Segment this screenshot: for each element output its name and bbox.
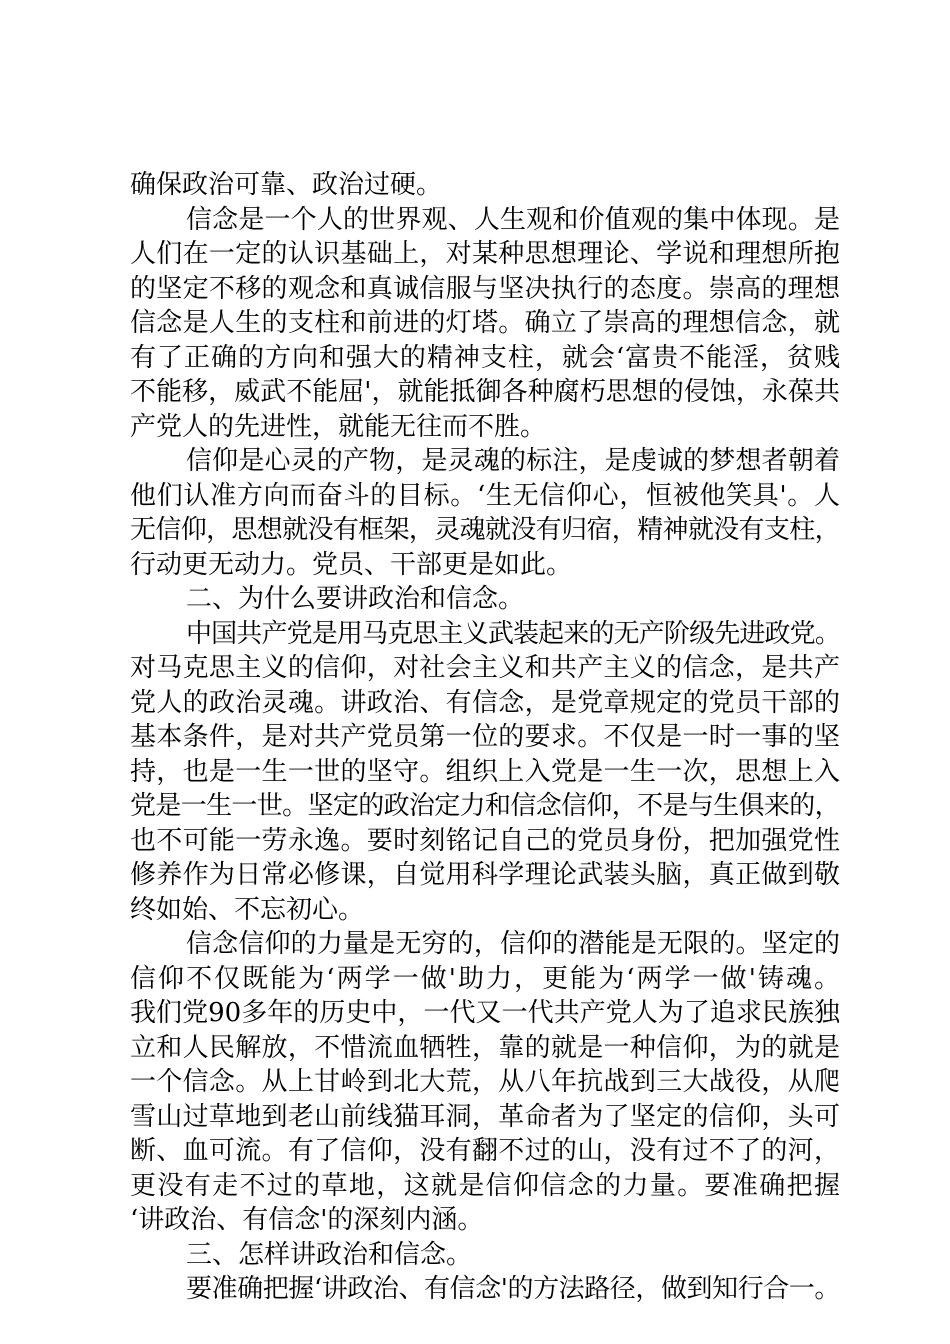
section-heading: 三、怎样讲政治和信念。	[186, 1239, 473, 1270]
text-line: 我们党90多年的历史中，一代又一代共产党人为了追求民族独	[130, 998, 840, 1028]
text-line: 修养作为日常必修课，自觉用科学理论武装头脑，真正做到敬	[130, 860, 840, 890]
text-line: 不能移，威武不能屈'，就能抵御各种腐朽思想的侵蚀，永葆共	[130, 377, 840, 407]
text-line: 对马克思主义的信仰，对社会主义和共产主义的信念，是共产	[130, 653, 840, 683]
text-line: 要准确把握‘讲政治、有信念'的方法路径，做到知行合一。	[186, 1274, 840, 1304]
text-line: 断、血可流。有了信仰，没有翻不过的山，没有过不了的河，	[130, 1136, 840, 1166]
text-line: 行动更无动力。党员、干部更是如此。	[130, 549, 573, 580]
text-line: 党人的政治灵魂。讲政治、有信念，是党章规定的党员干部的	[130, 687, 840, 718]
text-line: 党是一生一世。坚定的政治定力和信念信仰，不是与生俱来的，	[130, 791, 840, 821]
text-line: 有了正确的方向和强大的精神支柱，就会‘富贵不能淫，贫贱	[130, 342, 840, 373]
text-line: 持，也是一生一世的坚守。组织上入党是一生一次，思想上入	[130, 756, 840, 787]
text-line: 人们在一定的认识基础上，对某种思想理论、学说和理想所抱	[130, 239, 840, 269]
text-line: 信仰是心灵的产物，是灵魂的标注，是虔诚的梦想者朝着	[186, 446, 840, 476]
text-line: 更没有走不过的草地，这就是信仰信念的力量。要准确把握	[130, 1170, 840, 1201]
text-line: 他们认准方向而奋斗的目标。‘生无信仰心，恒被他笑具'。人	[130, 480, 840, 511]
text-line: 的坚定不移的观念和真诚信服与坚决执行的态度。崇高的理想	[130, 273, 840, 304]
section-heading: 二、为什么要讲政治和信念。	[186, 584, 525, 614]
text-line: 信念是一个人的世界观、人生观和价值观的集中体现。是	[186, 204, 840, 235]
text-line: 无信仰，思想就没有框架，灵魂就没有归宿，精神就没有支柱，	[130, 515, 840, 545]
text-line: 终如始、不忘初心。	[130, 894, 365, 925]
text-line: 确保政治可靠、政治过硬。	[130, 170, 443, 200]
text-line: 也不可能一劳永逸。要时刻铭记自己的党员身份，把加强党性	[130, 825, 840, 856]
text-line: 信念是人生的支柱和前进的灯塔。确立了崇高的理想信念，就	[130, 308, 840, 338]
text-line: 中国共产党是用马克思主义武装起来的无产阶级先进政党。	[186, 618, 840, 649]
text-line: 信念信仰的力量是无穷的，信仰的潜能是无限的。坚定的	[186, 929, 840, 959]
document-body	[130, 168, 840, 1307]
text-line: 一个信念。从上甘岭到北大荒，从八年抗战到三大战役，从爬	[130, 1067, 840, 1097]
text-line: 信仰不仅既能为‘两学一做'助力，更能为‘两学一做'铸魂。	[130, 963, 840, 994]
text-line: 基本条件，是对共产党员第一位的要求。不仅是一时一事的坚	[130, 722, 840, 752]
text-line: 立和人民解放，不惜流血牺牲，靠的就是一种信仰，为的就是	[130, 1032, 840, 1063]
text-line: 雪山过草地到老山前线猫耳洞，革命者为了坚定的信仰，头可	[130, 1101, 840, 1132]
text-line: ‘讲政治、有信念'的深刻内涵。	[130, 1205, 484, 1235]
text-line: 产党人的先进性，就能无往而不胜。	[130, 411, 547, 442]
